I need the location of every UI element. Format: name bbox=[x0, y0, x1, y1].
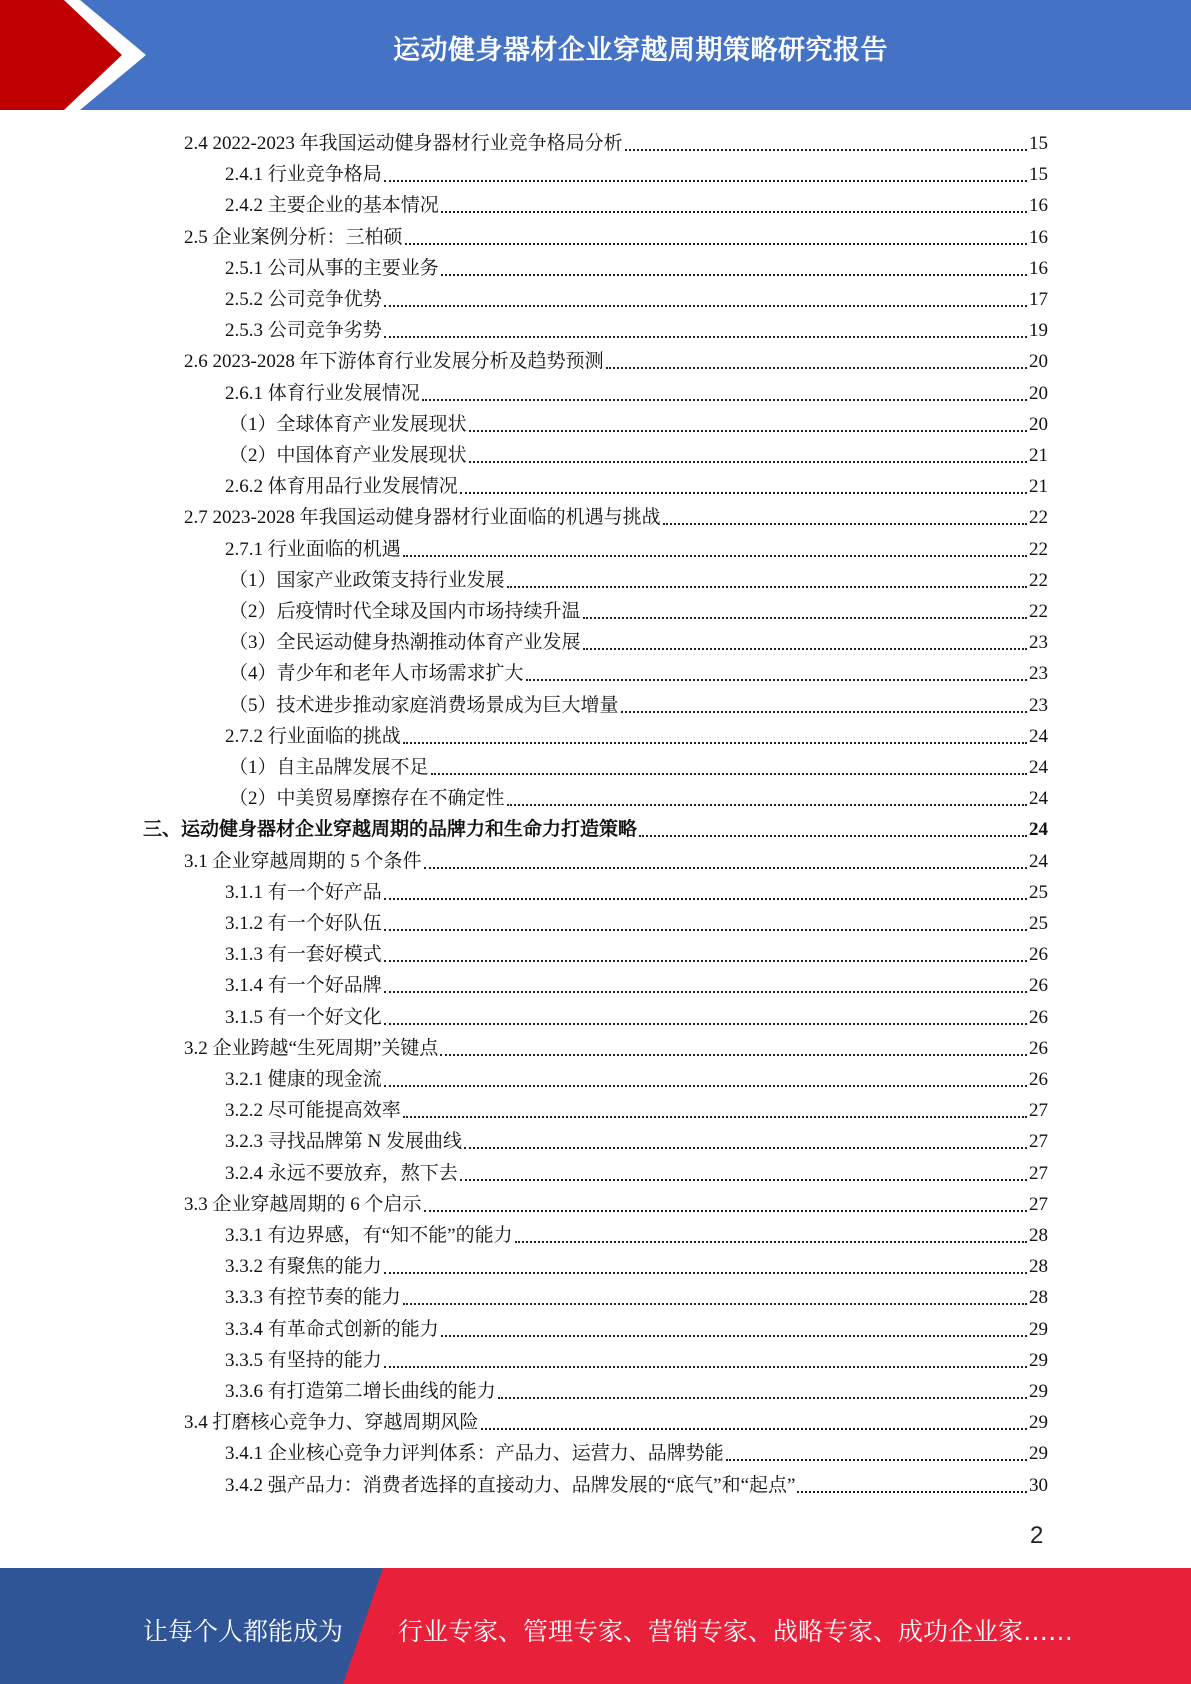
toc-entry[interactable] bbox=[225, 719, 1048, 749]
toc-entry-title: （4）青少年和老年人市场需求扩大 bbox=[229, 663, 524, 685]
toc-entry-page: 29 bbox=[1029, 1349, 1048, 1371]
toc-entry-title: 2.5.1 公司从事的主要业务 bbox=[225, 257, 439, 279]
toc-entry[interactable] bbox=[229, 750, 1048, 780]
toc-entry-title: 2.6.1 体育行业发展情况 bbox=[225, 382, 420, 404]
toc-dot-leader bbox=[639, 835, 1027, 837]
toc-entry[interactable] bbox=[229, 781, 1048, 811]
toc-entry-title: 三、运动健身器材企业穿越周期的品牌力和生命力打造策略 bbox=[143, 819, 638, 841]
toc-entry[interactable] bbox=[225, 1156, 1048, 1186]
toc-entry[interactable] bbox=[225, 469, 1048, 499]
toc-entry-page: 29 bbox=[1029, 1443, 1048, 1465]
toc-dot-leader bbox=[405, 243, 1027, 245]
toc-entry-title: （2）中国体育产业发展现状 bbox=[229, 445, 467, 466]
toc-dot-leader bbox=[515, 1241, 1027, 1243]
toc-dot-leader bbox=[403, 555, 1027, 557]
toc-entry[interactable] bbox=[229, 656, 1048, 686]
toc-entry[interactable] bbox=[143, 812, 1048, 842]
toc-dot-leader bbox=[469, 430, 1027, 432]
toc-dot-leader bbox=[498, 1397, 1027, 1399]
toc-entry-page: 26 bbox=[1029, 1006, 1048, 1028]
toc-dot-leader bbox=[583, 617, 1027, 619]
toc-entry[interactable] bbox=[229, 625, 1048, 655]
toc-entry-title: 2.4.2 主要企业的基本情况 bbox=[225, 195, 439, 217]
toc-entry[interactable] bbox=[225, 188, 1048, 218]
toc-entry-title: 3.3.2 有聚焦的能力 bbox=[225, 1256, 382, 1278]
header-banner bbox=[0, 0, 1191, 110]
toc-entry[interactable] bbox=[225, 1374, 1048, 1404]
toc-entry-title: （1）全球体育产业发展现状 bbox=[229, 413, 467, 435]
toc-dot-leader bbox=[606, 367, 1027, 369]
toc-entry-page: 23 bbox=[1029, 632, 1048, 654]
toc-entry-page: 20 bbox=[1029, 413, 1048, 435]
toc-entry[interactable] bbox=[184, 344, 1048, 374]
toc-entry-title: 2.4.1 行业竞争格局 bbox=[225, 164, 382, 186]
toc-entry[interactable] bbox=[225, 875, 1048, 905]
toc-entry-title: 3.2.2 尽可能提高效率 bbox=[225, 1100, 401, 1122]
toc-dot-leader bbox=[621, 711, 1027, 713]
report-title: 运动健身器材企业穿越周期策略研究报告 bbox=[393, 35, 888, 66]
toc-entry-title: 3.4.2 强产品力：消费者选择的直接动力、品牌发展的“底气”和“起点” bbox=[225, 1474, 796, 1496]
toc-dot-leader bbox=[403, 742, 1027, 744]
toc-entry-title: 3.1.4 有一个好品牌 bbox=[225, 975, 382, 997]
toc-entry-title: 2.4 2022-2023 年我国运动健身器材行业竞争格局分析 bbox=[184, 133, 623, 154]
toc-entry-page: 19 bbox=[1029, 320, 1048, 342]
toc-entry-title: 3.2.3 寻找品牌第 N 发展曲线 bbox=[225, 1131, 462, 1153]
toc-entry[interactable] bbox=[225, 1468, 1048, 1498]
toc-entry-title: 3.1.3 有一套好模式 bbox=[225, 944, 382, 966]
toc-entry[interactable] bbox=[225, 1000, 1048, 1030]
toc-dot-leader bbox=[384, 1272, 1027, 1274]
toc-entry[interactable] bbox=[229, 407, 1048, 437]
toc-entry-title: （2）中美贸易摩擦存在不确定性 bbox=[229, 788, 505, 810]
toc-dot-leader bbox=[384, 305, 1027, 307]
toc-entry[interactable] bbox=[225, 1218, 1048, 1248]
toc-entry-page: 28 bbox=[1029, 1256, 1048, 1278]
toc-entry[interactable] bbox=[225, 1249, 1048, 1279]
toc-dot-leader bbox=[625, 149, 1027, 151]
toc-entry[interactable] bbox=[225, 532, 1048, 562]
toc-dot-leader bbox=[384, 336, 1027, 338]
toc-entry-page: 24 bbox=[1029, 788, 1048, 810]
toc-entry-page: 26 bbox=[1029, 1037, 1048, 1059]
toc-dot-leader bbox=[440, 1054, 1027, 1056]
toc-entry-title: 3.3.6 有打造第二增长曲线的能力 bbox=[225, 1381, 496, 1402]
toc-entry-page: 24 bbox=[1029, 819, 1048, 841]
toc-entry-page: 27 bbox=[1029, 1162, 1048, 1184]
footer-roles: 行业专家、管理专家、营销专家、战略专家、成功企业家…… bbox=[398, 1617, 1074, 1646]
toc-entry-page: 20 bbox=[1029, 382, 1048, 404]
toc-entry-page: 16 bbox=[1029, 195, 1048, 217]
toc-entry-title: 3.2 企业跨越“生死周期”关键点 bbox=[184, 1037, 439, 1059]
toc-entry-title: 2.7 2023-2028 年我国运动健身器材行业面临的机遇与挑战 bbox=[184, 507, 661, 529]
toc-dot-leader bbox=[460, 1179, 1027, 1181]
toc-entry[interactable] bbox=[225, 313, 1048, 343]
toc-dot-leader bbox=[507, 586, 1027, 588]
toc-entry[interactable] bbox=[184, 1187, 1048, 1217]
toc-entry-page: 23 bbox=[1029, 663, 1048, 685]
toc-entry-page: 28 bbox=[1029, 1287, 1048, 1309]
toc-entry-page: 23 bbox=[1029, 694, 1048, 716]
toc-dot-leader bbox=[663, 523, 1027, 525]
toc-entry[interactable] bbox=[184, 126, 1048, 156]
toc-entry-page: 24 bbox=[1029, 757, 1048, 778]
toc-dot-leader bbox=[403, 1116, 1027, 1118]
toc-entry-page: 21 bbox=[1029, 476, 1048, 498]
toc-dot-leader bbox=[526, 679, 1027, 681]
toc-entry-title: 3.1.5 有一个好文化 bbox=[225, 1006, 382, 1028]
toc-entry-title: （1）国家产业政策支持行业发展 bbox=[229, 569, 505, 591]
toc-entry[interactable] bbox=[225, 282, 1048, 312]
toc-dot-leader bbox=[424, 867, 1027, 869]
toc-dot-leader bbox=[422, 399, 1027, 401]
toc-entry-page: 15 bbox=[1029, 164, 1048, 186]
toc-entry[interactable] bbox=[184, 500, 1048, 530]
toc-dot-leader bbox=[726, 1459, 1027, 1461]
toc-entry[interactable] bbox=[184, 1405, 1048, 1435]
toc-entry-title: 2.5 企业案例分析：三柏硕 bbox=[184, 226, 403, 248]
toc-dot-leader bbox=[384, 898, 1027, 900]
footer-slogan: 让每个人都能成为 bbox=[143, 1617, 344, 1646]
toc-dot-leader bbox=[384, 1085, 1027, 1087]
toc-entry-page: 22 bbox=[1029, 601, 1048, 622]
toc-entry[interactable] bbox=[229, 438, 1048, 468]
toc-entry[interactable] bbox=[225, 1093, 1048, 1123]
toc-entry[interactable] bbox=[225, 906, 1048, 936]
toc-entry-title: （2）后疫情时代全球及国内市场持续升温 bbox=[229, 601, 581, 622]
toc-entry-page: 20 bbox=[1029, 351, 1048, 373]
toc-entry-title: 2.6.2 体育用品行业发展情况 bbox=[225, 476, 458, 498]
toc-dot-leader bbox=[507, 804, 1027, 806]
toc-entry[interactable] bbox=[184, 844, 1048, 874]
toc-entry-title: 3.3 企业穿越周期的 6 个启示 bbox=[184, 1193, 422, 1215]
toc-entry[interactable] bbox=[225, 1062, 1048, 1092]
toc-entry-page: 22 bbox=[1029, 507, 1048, 529]
toc-entry-title: （1）自主品牌发展不足 bbox=[229, 757, 429, 778]
toc-entry-title: 3.4.1 企业核心竞争力评判体系：产品力、运营力、品牌势能 bbox=[225, 1443, 724, 1465]
toc-entry-title: 3.2.4 永远不要放弃，熬下去 bbox=[225, 1162, 458, 1184]
toc-entry-page: 24 bbox=[1029, 850, 1048, 872]
toc-entry[interactable] bbox=[225, 968, 1048, 998]
toc-dot-leader bbox=[464, 1147, 1027, 1149]
toc-entry[interactable] bbox=[225, 376, 1048, 406]
toc-entry[interactable] bbox=[225, 1343, 1048, 1373]
toc-entry-page: 29 bbox=[1029, 1381, 1048, 1402]
toc-entry-page: 15 bbox=[1029, 133, 1048, 154]
toc-entry[interactable] bbox=[225, 1436, 1048, 1466]
toc-entry-page: 26 bbox=[1029, 1069, 1048, 1090]
toc-dot-leader bbox=[481, 1428, 1027, 1430]
toc-entry-page: 26 bbox=[1029, 975, 1048, 997]
page-number: 2 bbox=[1030, 1522, 1044, 1549]
toc-dot-leader bbox=[384, 929, 1027, 931]
toc-entry-title: 3.4 打磨核心竞争力、穿越周期风险 bbox=[184, 1412, 479, 1434]
toc-dot-leader bbox=[441, 211, 1027, 213]
toc-dot-leader bbox=[441, 1335, 1027, 1337]
toc-dot-leader bbox=[384, 180, 1027, 182]
toc-entry-title: 3.1.1 有一个好产品 bbox=[225, 881, 382, 903]
toc-entry-page: 30 bbox=[1029, 1474, 1048, 1496]
toc-entry[interactable] bbox=[225, 1280, 1048, 1310]
toc-entry-page: 25 bbox=[1029, 881, 1048, 903]
toc-dot-leader bbox=[469, 461, 1027, 463]
footer-banner bbox=[0, 1568, 1191, 1684]
toc-entry[interactable] bbox=[184, 220, 1048, 250]
toc-entry-page: 17 bbox=[1029, 289, 1048, 310]
toc-dot-leader bbox=[384, 960, 1027, 962]
toc-entry-page: 22 bbox=[1029, 538, 1048, 560]
toc-entry-title: 2.6 2023-2028 年下游体育行业发展分析及趋势预测 bbox=[184, 351, 604, 373]
toc-entry[interactable] bbox=[225, 1124, 1048, 1154]
toc-entry[interactable] bbox=[225, 157, 1048, 187]
toc-entry-page: 24 bbox=[1029, 725, 1048, 747]
toc-entry[interactable] bbox=[229, 688, 1048, 718]
toc-dot-leader bbox=[431, 773, 1027, 775]
toc-entry-page: 22 bbox=[1029, 569, 1048, 591]
toc-entry-page: 27 bbox=[1029, 1131, 1048, 1153]
toc-dot-leader bbox=[403, 1303, 1027, 1305]
toc-entry-page: 21 bbox=[1029, 445, 1048, 466]
toc-dot-leader bbox=[384, 1023, 1027, 1025]
toc-entry[interactable] bbox=[229, 594, 1048, 624]
toc-entry-title: 2.5.2 公司竞争优势 bbox=[225, 289, 382, 310]
toc-entry-page: 29 bbox=[1029, 1412, 1048, 1434]
toc-entry[interactable] bbox=[229, 563, 1048, 593]
toc-entry[interactable] bbox=[225, 1312, 1048, 1342]
toc-entry[interactable] bbox=[225, 251, 1048, 281]
toc-dot-leader bbox=[583, 648, 1027, 650]
toc-entry-page: 26 bbox=[1029, 944, 1048, 966]
toc-dot-leader bbox=[441, 274, 1027, 276]
toc-entry-title: 3.3.3 有控节奏的能力 bbox=[225, 1287, 401, 1309]
toc-dot-leader bbox=[384, 1366, 1027, 1368]
toc-entry[interactable] bbox=[184, 1031, 1048, 1061]
toc-entry-title: （5）技术进步推动家庭消费场景成为巨大增量 bbox=[229, 694, 619, 716]
toc-entry-title: 2.5.3 公司竞争劣势 bbox=[225, 320, 382, 342]
toc-entry-page: 27 bbox=[1029, 1193, 1048, 1215]
toc-entry-title: 2.7.1 行业面临的机遇 bbox=[225, 538, 401, 560]
toc-entry[interactable] bbox=[225, 937, 1048, 967]
toc-entry-title: 3.2.1 健康的现金流 bbox=[225, 1069, 382, 1090]
toc-entry-title: 3.1 企业穿越周期的 5 个条件 bbox=[184, 850, 422, 872]
toc-entry-page: 16 bbox=[1029, 226, 1048, 248]
toc-entry-title: 3.3.5 有坚持的能力 bbox=[225, 1349, 382, 1371]
toc-dot-leader bbox=[460, 492, 1027, 494]
toc-entry-page: 27 bbox=[1029, 1100, 1048, 1122]
toc-dot-leader bbox=[797, 1491, 1027, 1493]
toc-entry-page: 28 bbox=[1029, 1225, 1048, 1246]
toc-dot-leader bbox=[424, 1210, 1027, 1212]
toc-entry-title: 3.3.1 有边界感，有“知不能”的能力 bbox=[225, 1225, 513, 1246]
toc-dot-leader bbox=[384, 991, 1027, 993]
toc-entry-page: 29 bbox=[1029, 1318, 1048, 1340]
toc-entry-title: 3.1.2 有一个好队伍 bbox=[225, 913, 382, 934]
toc-entry-title: （3）全民运动健身热潮推动体育产业发展 bbox=[229, 632, 581, 654]
toc-entry-page: 16 bbox=[1029, 257, 1048, 279]
toc-entry-title: 3.3.4 有革命式创新的能力 bbox=[225, 1318, 439, 1340]
toc-entry-page: 25 bbox=[1029, 913, 1048, 934]
toc-entry-title: 2.7.2 行业面临的挑战 bbox=[225, 725, 401, 747]
